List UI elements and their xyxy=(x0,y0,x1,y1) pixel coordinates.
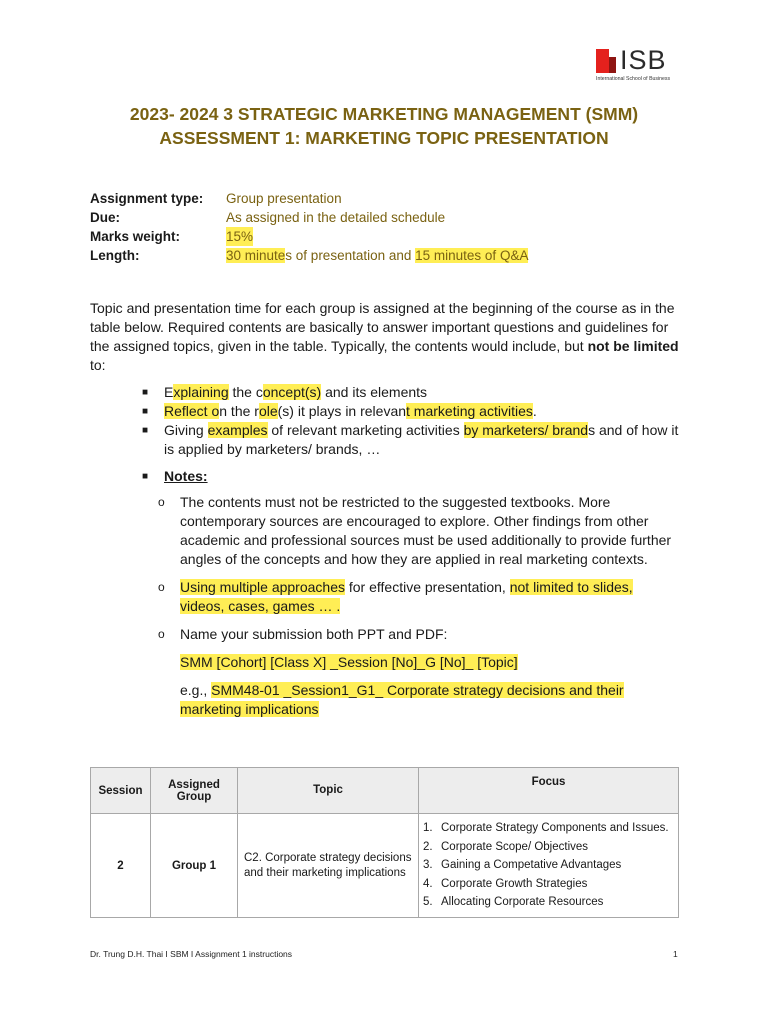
meta-row-due xyxy=(90,208,528,227)
naming-example xyxy=(180,681,678,719)
text: n the r xyxy=(219,403,259,419)
highlight: not limited to slides, videos, cases, games … . xyxy=(180,579,633,614)
focus-text: Gaining a Competative Advantages xyxy=(441,859,622,872)
highlight: by marketers/ brand xyxy=(463,422,589,438)
text: . xyxy=(532,403,537,419)
text: e.g., xyxy=(180,682,212,698)
sub-bullet-marker: o xyxy=(158,627,165,641)
note-approaches xyxy=(158,578,678,616)
notes-heading: Notes: xyxy=(164,468,208,484)
note-sources xyxy=(158,493,678,569)
header-session: Session xyxy=(91,768,151,814)
focus-num: 3. xyxy=(423,859,433,872)
sub-bullet-marker: o xyxy=(158,580,165,594)
highlight: 15 minutes of Q&A xyxy=(415,248,529,263)
focus-text: Corporate Strategy Components and Issues. xyxy=(441,822,669,835)
cell-group: Group 1 xyxy=(151,814,238,918)
text: (s) it plays in relevan xyxy=(277,403,407,419)
meta-row-type xyxy=(90,189,528,208)
focus-item xyxy=(423,819,674,838)
meta-label: Assignment type: xyxy=(90,191,204,206)
table-header-row xyxy=(91,768,679,814)
page-number: 1 xyxy=(673,949,678,959)
bullet-examples xyxy=(142,421,682,459)
highlight: examples xyxy=(207,422,268,438)
cell-topic: C2. Corporate strategy decisions and their marketing implications xyxy=(238,814,419,918)
highlight: Reflect o xyxy=(164,403,220,419)
meta-value xyxy=(226,246,528,265)
isb-logo-subtitle: International School of Business xyxy=(596,76,671,82)
bullet-marker: ■ xyxy=(142,406,149,417)
bullet-explaining xyxy=(142,383,682,402)
isb-logo-text: ISB xyxy=(620,45,667,75)
intro-text: Topic and presentation time for each group is assigned at the beginning of the course as in the table below. Required contents are basically to answer important questions and guidelines for the assigned topics, given in the table. Typically, the contents would include, but xyxy=(90,300,675,354)
highlight: ole xyxy=(258,403,278,419)
highlight: t marketing activities xyxy=(406,403,533,419)
assignment-meta xyxy=(90,189,528,265)
bullet-reflect xyxy=(142,402,682,421)
focus-text: Corporate Growth Strategies xyxy=(441,877,588,890)
table-row xyxy=(91,814,679,918)
text: for effective presentation, xyxy=(344,579,510,595)
note-naming xyxy=(158,625,678,719)
highlight: 30 minute xyxy=(226,248,286,263)
text: the c xyxy=(228,384,263,400)
meta-row-marks xyxy=(90,227,528,246)
text: E xyxy=(164,384,174,400)
schedule-table xyxy=(90,767,679,918)
focus-item xyxy=(423,893,674,912)
header-focus: Focus xyxy=(419,768,679,814)
text: Name your submission both PPT and PDF: xyxy=(180,626,448,642)
notes-list xyxy=(158,493,678,728)
meta-label: Marks weight: xyxy=(90,229,181,244)
focus-num: 5. xyxy=(423,896,433,909)
focus-item xyxy=(423,838,674,857)
naming-format xyxy=(180,653,678,672)
highlight: Using multiple approaches xyxy=(180,579,345,595)
meta-label: Length: xyxy=(90,248,140,263)
highlight: SMM48-01 _Session1_G1_ Corporate strategy decisions and their marketing implications xyxy=(180,682,624,717)
text: and its elements xyxy=(321,384,428,400)
meta-value: 15% xyxy=(226,229,254,244)
highlight: xplaining xyxy=(173,384,229,400)
header-group: Assigned Group xyxy=(151,768,238,814)
bullet-notes xyxy=(142,467,682,486)
focus-num: 1. xyxy=(423,822,433,835)
meta-value: Group presentation xyxy=(226,191,342,206)
bullet-marker: ■ xyxy=(142,471,149,482)
bullet-marker: ■ xyxy=(142,425,149,436)
focus-item xyxy=(423,875,674,894)
text: s and of how it is applied by marketers/ brands, … xyxy=(164,422,679,457)
intro-bold: not be limited xyxy=(587,338,679,354)
focus-list xyxy=(423,819,674,912)
intro-paragraph xyxy=(90,299,680,375)
meta-row-length xyxy=(90,246,528,265)
content-bullets xyxy=(142,383,682,486)
document-title-line2: ASSESSMENT 1: MARKETING TOPIC PRESENTATION xyxy=(159,128,609,148)
focus-num: 2. xyxy=(423,840,433,853)
meta-label: Due: xyxy=(90,210,120,225)
sub-bullet-marker: o xyxy=(158,495,165,509)
cell-focus xyxy=(419,814,679,918)
page-footer: Dr. Trung D.H. Thai I SBM I Assignment 1 instructions xyxy=(90,949,293,959)
focus-num: 4. xyxy=(423,877,433,890)
header-topic: Topic xyxy=(238,768,419,814)
bullet-marker: ■ xyxy=(142,387,149,398)
text: of relevant marketing activities xyxy=(267,422,464,438)
meta-value: As assigned in the detailed schedule xyxy=(226,210,446,225)
isb-logo-mark xyxy=(596,49,616,73)
focus-text: Corporate Scope/ Objectives xyxy=(441,840,589,853)
focus-item xyxy=(423,856,674,875)
highlight: SMM [Cohort] [Class X] _Session [No]_G [No]_ [Topic] xyxy=(180,654,518,670)
text: Giving xyxy=(164,422,208,438)
highlight: oncept(s) xyxy=(262,384,322,400)
isb-logo xyxy=(596,47,678,83)
focus-text: Allocating Corporate Resources xyxy=(441,896,604,909)
text: s of presentation and xyxy=(285,248,416,263)
text: The contents must not be restricted to the suggested textbooks. More contemporary sources are encouraged to explore. Other findings from other academic and professional sources must be used additionally to provide further angles of the concepts and how they are applied in real marketing contexts. xyxy=(180,494,672,567)
intro-tail: to: xyxy=(90,357,106,373)
document-title-line1: 2023- 2024 3 STRATEGIC MARKETING MANAGEMENT (SMM) xyxy=(129,104,639,124)
cell-session: 2 xyxy=(91,814,151,918)
